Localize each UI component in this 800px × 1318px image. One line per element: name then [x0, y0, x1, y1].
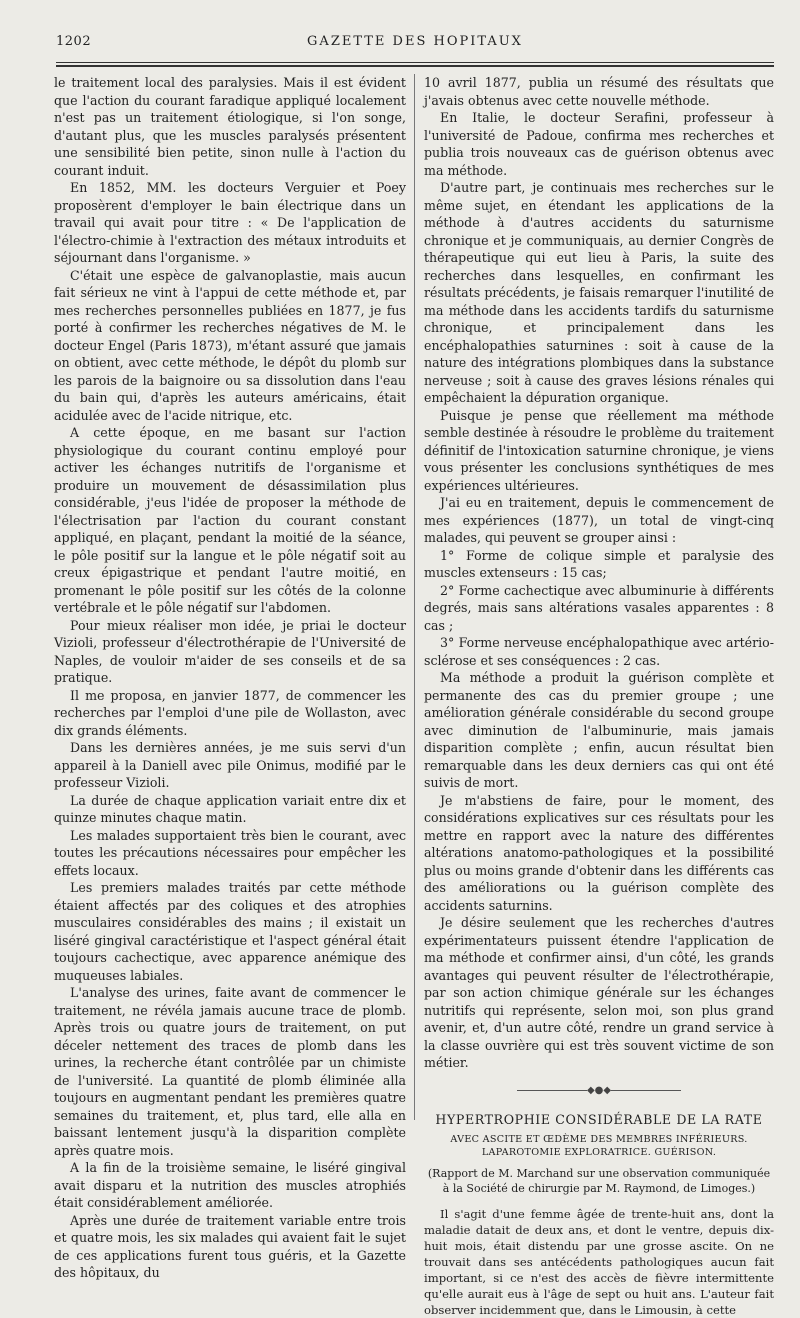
- journal-title: GAZETTE DES HOPITAUX: [307, 34, 523, 49]
- header-rule: [56, 62, 774, 63]
- paragraph: Je m'abstiens de faire, pour le moment, des considérations explicatives sur ces résultats pour les mettre en rapport avec la nature des différentes altérations anatomo-pathologiques et la possibilité plus ou moins grande d'obtenir dans les différents cas des améliorations ou la guérison complète des accidents saturnins.: [424, 792, 774, 913]
- section-separator-ornament: ◆●◆: [424, 1082, 774, 1100]
- article-body: Il s'agit d'une femme âgée de trente-huit ans, dont la maladie datait de deux ans, et dont le ventre, depuis dix-huit mois, était distendu par une grosse ascite. On ne trouvait dans ses antécédents pathologiques aucun fait important, si ce n'est des accès de fièvre intermittente qu'elle aurait eus à l'âge de sept ou huit ans. L'auteur fait observer incidemment que, dans le Limousin, à cette: [424, 1206, 774, 1317]
- right-column: [424, 74, 774, 1318]
- paragraph: Les premiers malades traités par cette méthode étaient affectés par des coliques et des atrophies musculaires considérables des mains ; il existait un liséré gingival caractéristique et l'aspect général était toujours cachectique, avec apparence anémique des muqueuses labiales.: [54, 880, 406, 983]
- article-source: (Rapport de M. Marchand sur une observation communiquée à la Société de chirurgie par M. Raymond, de Limoges.): [427, 1166, 771, 1195]
- paragraph: L'analyse des urines, faite avant de commencer le traitement, ne révéla jamais aucune trace de plomb. Après trois ou quatre jours de traitement, on put déceler nettement des traces de plomb dans les urines, la recherche étant contrôlée par un chimiste de l'université. La quantité de plomb éliminée alla toujours en augmentant pendant les premières quatre semaines du traitement, et, plus tard, elle alla en baissant lentement jusqu'à la disparition complète après quatre mois.: [54, 985, 406, 1158]
- paragraph: En Italie, le docteur Serafini, professeur à l'université de Padoue, confirma mes recherches et publia trois nouveaux cas de guérison obtenus avec ma méthode.: [424, 110, 774, 178]
- paragraph: 2° Forme cachectique avec albuminurie à différents degrés, mais sans altérations vasales apparentes : 8 cas ;: [424, 582, 774, 633]
- header-rule-thick: [56, 65, 774, 67]
- paragraph: Dans les dernières années, je me suis servi d'un appareil à la Daniell avec pile Onimus, modifié par le professeur Vizioli.: [54, 740, 406, 790]
- column-divider: [414, 74, 415, 1120]
- left-column: [54, 74, 406, 1282]
- paragraph: 1° Forme de colique simple et paralysie des muscles extenseurs : 15 cas;: [424, 547, 774, 580]
- paragraph: A la fin de la troisième semaine, le liséré gingival avait disparu et la nutrition des muscles atrophiés était considérablement améliorée.: [54, 1160, 406, 1210]
- paragraph: J'ai eu en traitement, depuis le commencement de mes expériences (1877), un total de vingt-cinq malades, qui peuvent se grouper ainsi :: [424, 495, 774, 545]
- paragraph: Puisque je pense que réellement ma méthode semble destinée à résoudre le problème du traitement définitif de l'intoxication saturnine chronique, je viens vous présenter les conclusions synthétiques de mes expériences ultérieures.: [424, 407, 774, 493]
- page-header: [56, 34, 774, 54]
- paragraph: Pour mieux réaliser mon idée, je priai le docteur Vizioli, professeur d'électrothérapie de l'Université de Naples, de vouloir m'aider de ses conseils et de sa pratique.: [54, 617, 406, 685]
- paragraph: A cette époque, en me basant sur l'action physiologique du courant continu employé pour activer les échanges nutritifs de l'organisme et produire un mouvement de désassimilation plus considérable, j'eus l'idée de proposer la méthode de l'électrisation par l'action du courant constant appliqué, en plaçant, pendant la moitié de la séance, le pôle positif sur la langue et le pôle négatif soit au creux épigastrique et pendant l'autre moitié, en promenant le pôle positif sur les côtés de la colonne vertébrale et le pôle négatif sur l'abdomen.: [54, 425, 406, 615]
- paragraph: le traitement local des paralysies. Mais il est évident que l'action du courant faradique appliqué localement n'est pas un traitement étiologique, si l'on songe, d'autant plus, que les muscles paralysés présentent une sensibilité bien petite, sinon nulle à l'action du courant induit.: [54, 75, 406, 178]
- paragraph: Après une durée de traitement variable entre trois et quatre mois, les six malades qui avaient fait le sujet de ces applications furent tous guéris, et la Gazette des hôpitaux, du: [54, 1212, 406, 1280]
- paragraph: 10 avril 1877, publia un résumé des résultats que j'avais obtenus avec cette nouvelle méthode.: [424, 75, 774, 108]
- page-number: 1202: [56, 34, 92, 49]
- paragraph: 3° Forme nerveuse encéphalopathique avec artério-sclérose et ses conséquences : 2 cas.: [424, 635, 774, 668]
- paragraph: D'autre part, je continuais mes recherches sur le même sujet, en étendant les applications de la méthode à d'autres accidents du saturnisme chronique et je communiquais, au dernier Congrès de thérapeutique qui eut lieu à Paris, la suite des recherches dans lesquelles, en confirmant les résultats précédents, je faisais remarquer l'inutilité de ma méthode dans les accidents tardifs du saturnisme chronique, et principalement dans les encéphalopathies saturnines : soit à cause de la nature des intégrations plombiques dans la substance nerveuse ; soit à cause des graves lésions rénales qui empêchaient la dépuration organique.: [424, 180, 774, 405]
- paragraph: Les malades supportaient très bien le courant, avec toutes les précautions nécessaires pour empêcher les effets locaux.: [54, 827, 406, 878]
- paragraph: La durée de chaque application variait entre dix et quinze minutes chaque matin.: [54, 792, 406, 825]
- paragraph: C'était une espèce de galvanoplastie, mais aucun fait sérieux ne vint à l'appui de cette méthode et, par mes recherches personnelles publiées en 1877, je fus porté à confirmer les recherches négatives de M. le docteur Engel (Paris 1873), m'étant assuré que jamais on obtient, avec cette méthode, le dépôt du plomb sur les parois de la baignoire ou sa dissolution dans l'eau du bain qui, d'après les auteurs américains, était acidulée avec de l'acide nitrique, etc.: [54, 267, 406, 423]
- article-title: HYPERTROPHIE CONSIDÉRABLE DE LA RATE: [435, 1112, 763, 1127]
- paragraph: Je désire seulement que les recherches d'autres expérimentateurs puissent étendre l'application de ma méthode et confirmer ainsi, d'un côté, les grands avantages qui peuvent résulter de l'électrothérapie, par son action chimique générale sur les échanges nutritifs qui représente, selon moi, son plus grand avenir, et, d'un autre côté, rendre un grand service à la classe ouvrière qui est très souvent victime de son métier.: [424, 915, 774, 1070]
- paragraph: En 1852, MM. les docteurs Verguier et Poey proposèrent d'employer le bain électrique dans un travail qui avait pour titre : « De l'application de l'électro-chimie à l'extraction des métaux introduits et séjournant dans l'organisme. »: [54, 180, 406, 265]
- paragraph: Il me proposa, en janvier 1877, de commencer les recherches par l'emploi d'une pile de Wollaston, avec dix grands éléments.: [54, 687, 406, 738]
- paragraph: Ma méthode a produit la guérison complète et permanente des cas du premier groupe ; une amélioration générale considérable du second groupe avec diminution de l'albuminurie, mais jamais disparition complète ; enfin, aucun résultat bien remarquable dans les deux derniers cas qui ont été suivis de mort.: [424, 670, 774, 790]
- article-subtitle: AVEC ASCITE ET ŒDÈME DES MEMBRES INFÉRIEURS. LAPAROTOMIE EXPLORATRICE. GUÉRISON.: [450, 1133, 748, 1158]
